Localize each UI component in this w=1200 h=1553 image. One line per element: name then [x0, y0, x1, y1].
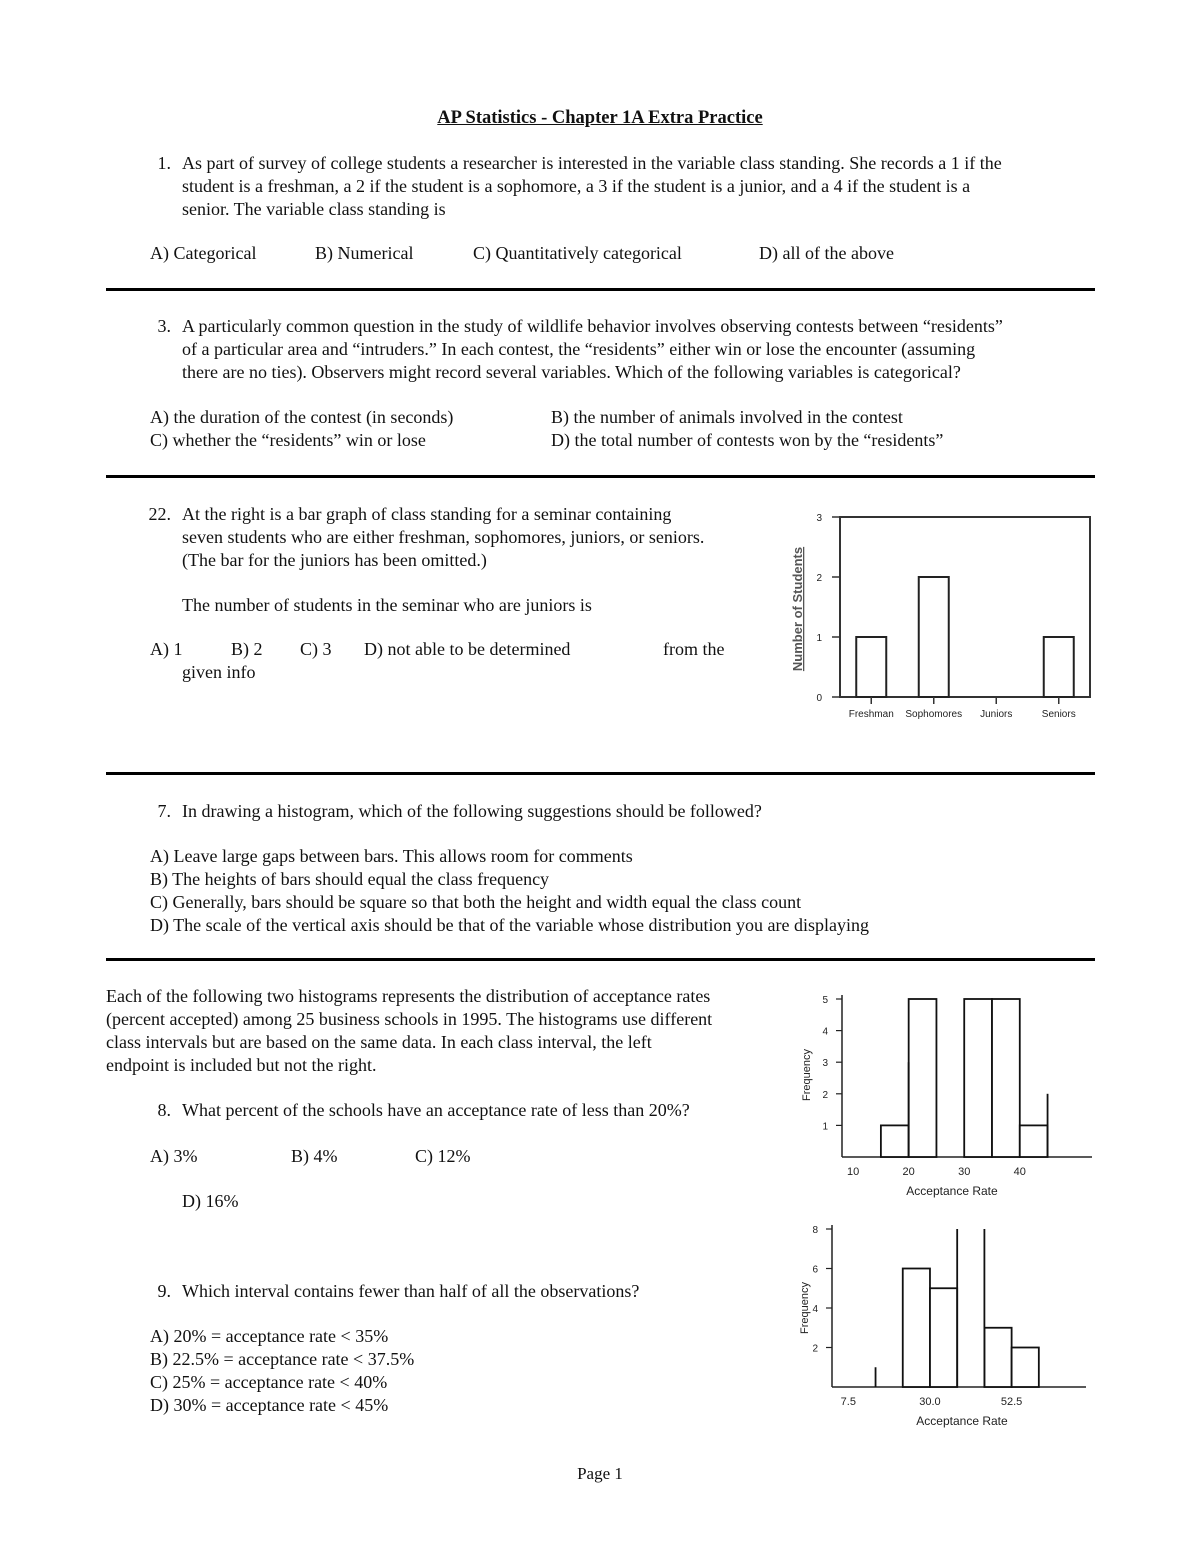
choice-b: B) 22.5% = acceptance rate < 37.5%	[150, 1349, 415, 1369]
y-tick-label: 1	[822, 1121, 828, 1133]
question-22-text	[182, 503, 704, 572]
x-ticks	[841, 1396, 1023, 1408]
section-divider	[106, 475, 1095, 478]
question-number: 8.	[157, 1100, 171, 1120]
choice-a: A) Categorical	[150, 243, 257, 263]
choice-a: A) 20% = acceptance rate < 35%	[150, 1326, 389, 1346]
y-axis-label: Frequency	[799, 1282, 811, 1334]
section-divider	[106, 958, 1095, 961]
choice-b: B) The heights of bars should equal the class frequency	[150, 869, 550, 889]
choice-c: C) Quantitatively categorical	[473, 243, 682, 263]
x-tick-label: 30	[958, 1166, 971, 1178]
y-tick-label: 2	[822, 1089, 828, 1101]
y-tick-label: 6	[812, 1264, 818, 1276]
text-line: student is a freshman, a 2 if the student is a sophomore, a 3 if the student is a junior, and a 4 if the student is a	[182, 176, 971, 196]
x-tick-label: Juniors	[980, 709, 1013, 720]
x-tick-label: 52.5	[1000, 1396, 1023, 1408]
class-standing-bar-chart	[780, 505, 1100, 745]
question-22-prompt: The number of students in the seminar who are juniors is	[182, 595, 592, 615]
histogram-bar	[992, 999, 1020, 1157]
text-line: endpoint is included but not the right.	[106, 1055, 377, 1075]
acceptance-rate-histogram-2	[790, 1215, 1100, 1435]
question-9-choices	[150, 1325, 414, 1417]
x-ticks	[847, 1166, 1026, 1178]
choice-a: A) Leave large gaps between bars. This allows room for comments	[150, 846, 633, 866]
y-axis-label: Frequency	[801, 1049, 813, 1101]
x-tick-label: Freshman	[848, 709, 894, 720]
choice-c: C) 3	[300, 639, 332, 659]
x-tick-label: 7.5	[840, 1396, 856, 1408]
chart-axes	[832, 1225, 1086, 1387]
choice-c: C) whether the “residents” win or lose	[150, 430, 426, 450]
choice-b: B) Numerical	[315, 243, 414, 263]
x-tick-label: 10	[846, 1166, 860, 1178]
choice-c: C) 12%	[415, 1146, 471, 1166]
x-tick-label: 20	[902, 1166, 915, 1178]
question-number: 7.	[157, 801, 171, 821]
histogram-bar	[881, 1125, 909, 1157]
question-3-text	[182, 315, 1003, 384]
text-line: (The bar for the juniors has been omitted.)	[182, 550, 487, 570]
text-line: class intervals but are based on the same data. In each class interval, the left	[106, 1032, 652, 1052]
text-line: there are no ties). Observers might record several variables. Which of the following variables is categorical?	[182, 362, 961, 382]
x-tick-label: Seniors	[1041, 709, 1076, 720]
y-ticks	[812, 1225, 832, 1355]
section-divider	[106, 772, 1095, 775]
bar-seniors	[1044, 637, 1074, 697]
choice-b: B) the number of animals involved in the contest	[551, 407, 903, 427]
x-tick-label: 40	[1013, 1166, 1026, 1178]
y-ticks	[822, 995, 842, 1132]
bar-sophomores	[919, 577, 949, 697]
bar-freshman	[856, 637, 886, 697]
y-tick-label: 2	[816, 573, 822, 584]
section-divider	[106, 288, 1095, 291]
y-tick-label: 0	[816, 693, 822, 704]
y-tick-label: 4	[822, 1026, 828, 1038]
text-line: Each of the following two histograms represents the distribution of acceptance rates	[106, 986, 711, 1006]
choice-d: D) not able to be determined	[364, 639, 571, 659]
text-line: senior. The variable class standing is	[182, 199, 446, 219]
bars	[876, 1229, 1039, 1387]
histogram-bar	[909, 999, 937, 1157]
choice-a: A) 1	[150, 639, 183, 659]
question-7-choices	[150, 845, 869, 937]
choice-b: B) 4%	[291, 1146, 338, 1166]
bars	[856, 577, 1074, 697]
choice-b: B) 2	[231, 639, 263, 659]
y-tick-label: 1	[816, 633, 822, 644]
choice-d: D) 30% = acceptance rate < 45%	[150, 1395, 389, 1415]
question-1-text	[182, 152, 1002, 221]
y-axis-label: Number of Students	[790, 546, 805, 672]
histogram-bar	[964, 999, 992, 1157]
choice-c: C) Generally, bars should be square so that both the height and width equal the class count	[150, 892, 802, 912]
question-number: 22.	[148, 504, 171, 524]
choice-c: C) 25% = acceptance rate < 40%	[150, 1372, 388, 1392]
text-line: At the right is a bar graph of class standing for a seminar containing	[182, 504, 672, 524]
x-ticks	[849, 697, 1076, 720]
question-number: 1.	[157, 153, 171, 173]
x-axis-label: Acceptance Rate	[916, 1414, 1008, 1428]
choice-d: D) all of the above	[759, 243, 894, 263]
y-tick-label: 4	[812, 1304, 818, 1315]
histogram-bar	[930, 1288, 957, 1387]
choice-a: A) 3%	[150, 1146, 198, 1166]
choice-d: D) The scale of the vertical axis should be that of the variable whose distribution you are displaying	[150, 915, 869, 935]
text-line: (percent accepted) among 25 business schools in 1995. The histograms use different	[106, 1009, 713, 1029]
histogram-bar	[1020, 1125, 1048, 1157]
question-number: 3.	[157, 316, 171, 336]
y-tick-label: 8	[812, 1225, 818, 1236]
choice-a: A) the duration of the contest (in seconds)	[150, 407, 454, 427]
y-tick-label: 5	[822, 995, 828, 1006]
y-ticks	[816, 513, 840, 704]
histogram-bar	[903, 1269, 930, 1388]
bars	[881, 999, 1048, 1157]
question-7-text: In drawing a histogram, which of the following suggestions should be followed?	[182, 801, 762, 821]
choice-d: D) 16%	[182, 1191, 239, 1211]
choice-d: D) the total number of contests won by the “residents”	[551, 430, 944, 450]
y-tick-label: 2	[812, 1343, 818, 1355]
text-line: As part of survey of college students a researcher is interested in the variable class standing. She records a 1 if the	[182, 153, 1002, 173]
y-tick-label: 3	[816, 513, 822, 524]
x-axis-label: Acceptance Rate	[906, 1184, 998, 1198]
question-8-text: What percent of the schools have an acceptance rate of less than 20%?	[182, 1100, 690, 1120]
choice-d-continued-line: given info	[182, 662, 256, 682]
page-number: Page 1	[577, 1464, 623, 1483]
acceptance-rate-histogram-1	[790, 985, 1100, 1205]
text-line: seven students who are either freshman, sophomores, juniors, or seniors.	[182, 527, 705, 547]
question-number: 9.	[157, 1281, 171, 1301]
x-tick-label: Sophomores	[905, 709, 963, 720]
text-line: of a particular area and “intruders.” In each contest, the “residents” either win or lose the encounter (assuming	[182, 339, 976, 359]
question-9-text: Which interval contains fewer than half of all the observations?	[182, 1281, 640, 1301]
choice-d-continued: from the	[663, 639, 725, 659]
histogram-bar	[1012, 1348, 1039, 1388]
y-tick-label: 3	[822, 1058, 828, 1070]
x-tick-label: 30.0	[919, 1396, 941, 1408]
page-title: AP Statistics - Chapter 1A Extra Practice	[437, 108, 763, 128]
text-line: A particularly common question in the study of wildlife behavior involves observing contests between “residents”	[182, 316, 1003, 336]
histogram-intro	[106, 985, 712, 1077]
histogram-bar	[984, 1328, 1011, 1387]
